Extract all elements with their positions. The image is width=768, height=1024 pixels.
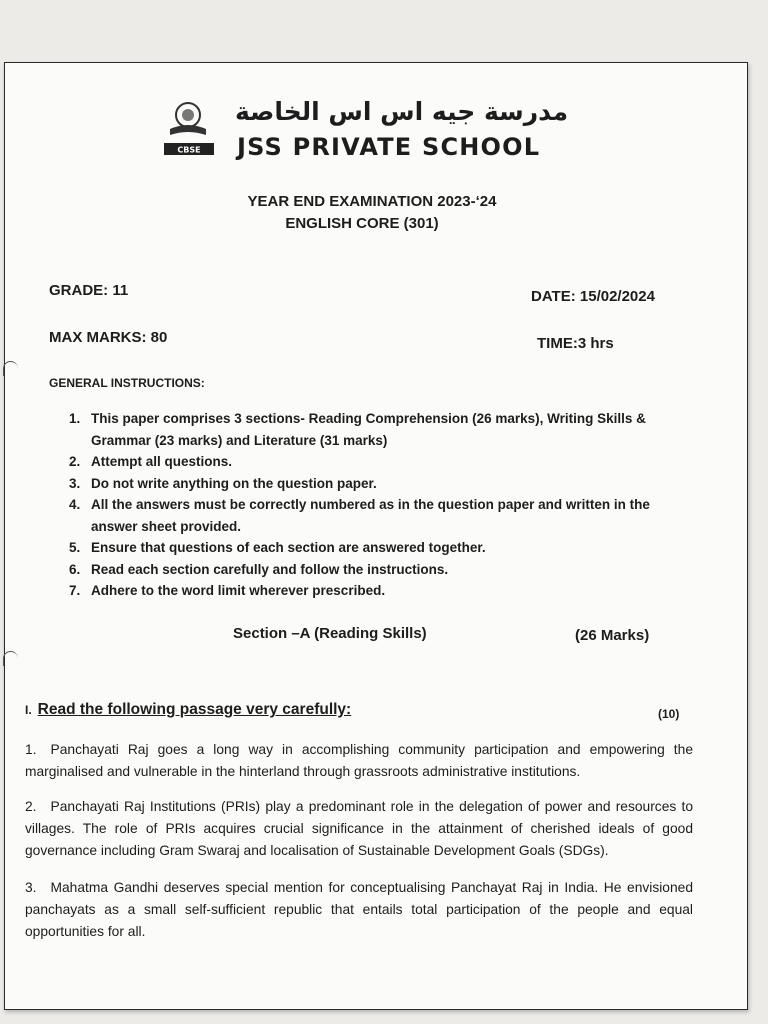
instruction-item xyxy=(69,580,679,602)
instruction-text: All the answers must be correctly numbered as in the question paper and written in the answer sheet provided. xyxy=(91,497,650,534)
instruction-text: This paper comprises 3 sections- Reading Comprehension (26 marks), Writing Skills & Grammar (23 marks) and Literature (31 marks) xyxy=(91,411,646,448)
instruction-item xyxy=(69,537,679,559)
question-number: I. xyxy=(25,703,32,717)
instruction-item xyxy=(69,473,679,495)
paragraph-text: Mahatma Gandhi deserves special mention for conceptualising Panchayat Raj in India. He envisioned panchayats as a small self-sufficient republic that entails total participation of the people and equal opportunities for all. xyxy=(25,880,693,939)
instruction-item xyxy=(69,559,679,581)
instruction-text: Adhere to the word limit wherever prescribed. xyxy=(91,583,386,598)
exam-paper-sheet xyxy=(4,62,748,1010)
instructions-heading: GENERAL INSTRUCTIONS: xyxy=(49,376,205,390)
instruction-number: 7. xyxy=(69,583,81,598)
school-logo xyxy=(160,99,220,159)
paragraph-number: 2. xyxy=(25,799,37,814)
exam-title: YEAR END EXAMINATION 2023-‘24 xyxy=(247,193,497,210)
time-label: TIME:3 hrs xyxy=(537,335,614,352)
paragraph-number: 1. xyxy=(25,742,37,757)
school-name: JSS PRIVATE SCHOOL xyxy=(237,133,541,161)
instructions-list xyxy=(69,408,679,602)
grade-label: GRADE: 11 xyxy=(49,282,129,299)
max-marks-label: MAX MARKS: 80 xyxy=(49,329,168,346)
paragraph-text: Panchayati Raj Institutions (PRIs) play a predominant role in the delegation of power and resources to villages. The role of PRIs acquires crucial significance in the attainment of cherished ideals of good governance including Gram Swaraj and localisation of Sustainable Development Goals (SDGs). xyxy=(25,799,693,858)
paragraph-number: 3. xyxy=(25,880,37,895)
paragraph-text: Panchayati Raj goes a long way in accomplishing community participation and empowering the marginalised and vulnerable in the hinterland through grassroots administrative institutions. xyxy=(25,742,693,779)
date-label: DATE: 15/02/2024 xyxy=(531,288,655,305)
instruction-item xyxy=(69,451,679,473)
logo-badge-text: CBSE xyxy=(177,145,201,155)
instruction-text: Attempt all questions. xyxy=(91,454,233,469)
question-marks: (10) xyxy=(658,707,680,721)
instruction-text: Read each section carefully and follow the instructions. xyxy=(91,561,449,577)
school-emblem-icon xyxy=(160,99,220,159)
instruction-number: 3. xyxy=(69,475,81,491)
instruction-text: Ensure that questions of each section are answered together. xyxy=(91,540,486,555)
school-name-arabic: مدرسة جيه اس اس الخاصة xyxy=(235,97,569,126)
section-marks: (26 Marks) xyxy=(575,627,650,644)
instruction-item xyxy=(69,408,679,451)
passage-paragraph xyxy=(25,877,693,943)
instruction-number: 1. xyxy=(69,411,81,426)
instruction-item xyxy=(69,494,679,537)
instruction-number: 2. xyxy=(69,454,81,469)
passage-paragraph xyxy=(25,739,693,783)
margin-mark xyxy=(3,651,18,666)
section-title: Section –A (Reading Skills) xyxy=(233,625,427,642)
instruction-text: Do not write anything on the question paper. xyxy=(91,475,377,491)
question-heading xyxy=(25,701,351,719)
instruction-number: 4. xyxy=(69,497,81,512)
subject-title: ENGLISH CORE (301) xyxy=(285,215,439,232)
question-heading-text: Read the following passage very carefully: xyxy=(37,701,352,718)
margin-mark xyxy=(3,361,18,376)
instruction-number: 5. xyxy=(69,540,81,555)
instruction-number: 6. xyxy=(69,561,81,577)
passage-paragraph xyxy=(25,796,693,862)
